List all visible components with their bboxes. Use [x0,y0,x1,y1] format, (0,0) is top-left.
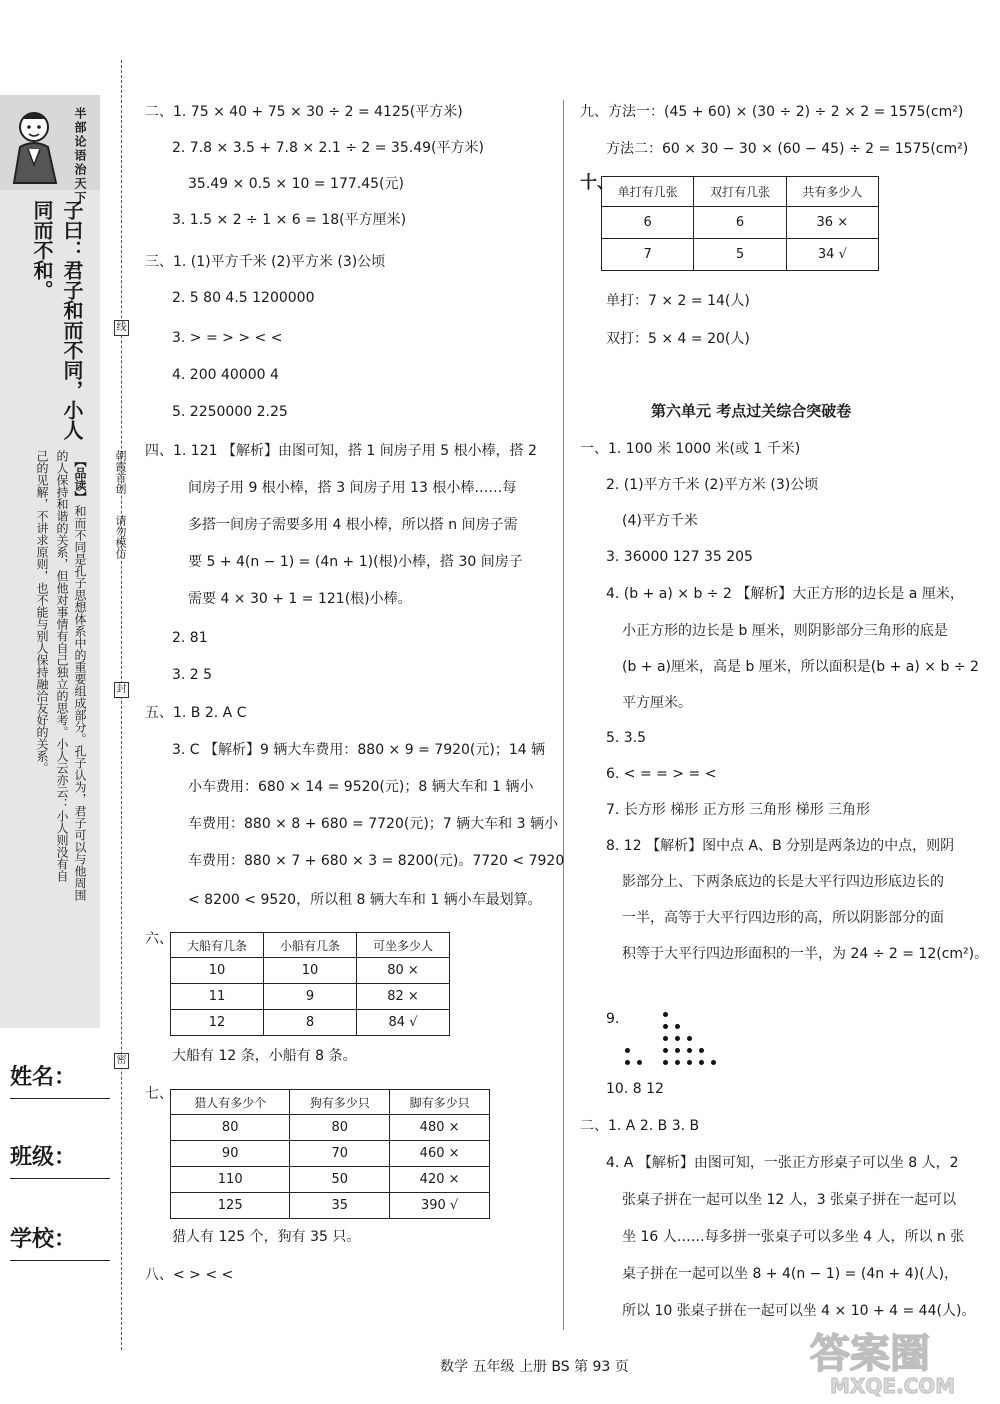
dot [711,1060,716,1065]
s10-header-cell: 单打有几张 [602,177,694,207]
table-cell: 8 [264,1010,357,1036]
s6-answer: 大船有 12 条，小船有 8 条。 [172,1048,357,1064]
dot [637,1060,642,1065]
table-cell: 34 √ [786,239,878,271]
table-cell: 6 [602,207,694,239]
table-row [171,1193,490,1219]
u1-line-12: 8. 12 【解析】图中点 A、B 分别是两条边的中点，则阴 [606,838,955,854]
column-divider [563,100,564,1330]
s7-header-cell: 脚有多少只 [390,1090,490,1115]
u1-line-17: 10. 8 12 [606,1081,664,1097]
s3-line-3: 3. > = > > < < [172,330,283,346]
commentary-col1: 和而不同是孔子思想体系中的重要组成部分。孔子认为，君子可以与他周围 [73,505,87,901]
s5-line-5: 车费用：880 × 7 + 680 × 3 = 8200(元)。7720 < 7920 [188,853,565,869]
motto-col2: 请勿模仿 [114,515,127,559]
table-cell: 80 [171,1115,290,1141]
u1-line-5: 4. (b + a) × b ÷ 2 【解析】大正方形的边长是 a 厘米， [606,586,964,602]
dot [675,1048,680,1053]
school-field-line[interactable] [10,1260,110,1261]
commentary-label: 【品读】 [73,455,87,503]
table-cell: 125 [171,1193,290,1219]
s7-header-cell: 猎人有多少个 [171,1090,290,1115]
s2-line-3: 35.49 × 0.5 × 10 = 177.45(元) [188,176,404,192]
watermark-text: 答案圈 [810,1331,930,1377]
table-cell: 7 [602,239,694,271]
confucius-illustration [4,105,66,185]
s7-table [170,1089,490,1219]
s3-line-4: 4. 200 40000 4 [172,367,279,383]
table-cell: 80 [290,1115,390,1141]
s7-label: 七、 [145,1086,173,1102]
s5-line-3: 小车费用：680 × 14 = 9520(元)；8 辆大车和 1 辆小 [188,779,534,795]
dot [625,1060,630,1065]
s5-line-2: 3. C 【解析】9 辆大车费用：880 × 9 = 7920(元)；14 辆 [172,742,546,758]
s4-line-3: 多搭一间房子需要多用 4 根小棒，所以搭 n 间房子需 [188,517,518,533]
table-row [602,207,879,239]
table-cell: 6 [694,207,786,239]
dot [687,1060,692,1065]
u2-line-3: 张桌子拼在一起可以坐 12 人，3 张桌子拼在一起可以 [622,1192,957,1208]
u1-line-11: 7. 长方形 梯形 正方形 三角形 梯形 三角形 [606,802,871,818]
commentary-col3: 己的见解，不讲求原则，也不能与别人保持融洽友好的关系。 [35,450,49,774]
dot [699,1048,704,1053]
table-cell: 5 [694,239,786,271]
s6-header-cell: 可坐多少人 [357,933,450,958]
unit-title: 第六单元 考点过关综合突破卷 [651,402,852,420]
class-field-line[interactable] [10,1178,110,1179]
dot [687,1048,692,1053]
table-row [171,1141,490,1167]
u2-line-1: 二、1. A 2. B 3. B [580,1118,700,1134]
s5-line-1: 五、1. B 2. A C [145,705,247,721]
u1-line-7: (b + a)厘米，高是 b 厘米，所以面积是(b + a) × b ÷ 2 [622,659,979,675]
s9-line-2: 方法二：60 × 30 − 30 × (60 − 45) ÷ 2 = 1575(cm²) [606,141,969,157]
s10-table [601,176,879,271]
table-cell: 90 [171,1141,290,1167]
s3-line-2: 2. 5 80 4.5 1200000 [172,290,315,306]
table-cell: 9 [264,984,357,1010]
dot [663,1048,668,1053]
table-row [171,958,450,984]
cut-label-line: 线 [114,320,129,336]
quote-text-col2: 同而不和。 [30,200,54,300]
u2-line-2: 4. A 【解析】由图可知，一张正方形桌子可以坐 8 人，2 [606,1155,959,1171]
table-cell: 36 × [786,207,878,239]
table-row [602,239,879,271]
school-field-label: 学校： [10,1227,77,1252]
s5-line-4: 车费用：880 × 8 + 680 = 7720(元)；7 辆大车和 3 辆小 [188,816,558,832]
table-cell: 390 √ [390,1193,490,1219]
s6-header-cell: 小船有几条 [264,933,357,958]
s5-line-6: < 8200 < 9520，所以租 8 辆大车和 1 辆小车最划算。 [188,892,542,908]
s6-table [170,932,450,1036]
cut-label-secret: 密 [114,1053,129,1069]
cut-label-seal: 封 [114,682,129,698]
table-row [171,1167,490,1193]
dot [675,1036,680,1041]
dot [699,1060,704,1065]
table-cell: 11 [171,984,264,1010]
u1-line-10: 6. < = = > = < [606,766,717,782]
s2-line-4: 3. 1.5 × 2 ÷ 1 × 6 = 18(平方厘米) [172,212,407,228]
table-cell: 70 [290,1141,390,1167]
u1-line-2: 2. (1)平方千米 (2)平方米 (3)公顷 [606,477,819,493]
table-cell: 480 × [390,1115,490,1141]
s7-header-cell: 狗有多少只 [290,1090,390,1115]
table-row [171,984,450,1010]
dot [663,1036,668,1041]
table-cell: 35 [290,1193,390,1219]
s4-line-5: 需要 4 × 30 + 1 = 121(根)小棒。 [188,591,412,607]
name-field-line[interactable] [10,1098,110,1099]
dot [625,1048,630,1053]
s10-label: 十、 [580,173,614,193]
s4-line-1: 四、1. 121 【解析】由图可知，搭 1 间房子用 5 根小棒，搭 2 [145,443,537,459]
s3-line-5: 5. 2250000 2.25 [172,404,288,420]
dot [675,1024,680,1029]
s4-line-2: 间房子用 9 根小棒，搭 3 间房子用 13 根小棒……每 [188,480,517,496]
s3-line-1: 三、1. (1)平方千米 (2)平方米 (3)公顷 [145,254,386,270]
table-cell: 10 [171,958,264,984]
u1-line-9: 5. 3.5 [606,730,647,746]
table-cell: 84 √ [357,1010,450,1036]
motto-col1: 朝霞首创 [114,450,127,494]
table-cell: 10 [264,958,357,984]
u1-line-6: 小正方形的边长是 b 厘米，则阴影部分三角形的底是 [622,623,948,639]
s10-answer-1: 单打：7 × 2 = 14(人) [606,293,750,309]
dot [663,1024,668,1029]
watermark [795,1318,995,1400]
s4-line-6: 2. 81 [172,630,208,646]
watermark-url: MXQE.COM [830,1374,956,1398]
u2-line-4: 坐 16 人……每多拼一张桌子可以多坐 4 人，所以 n 张 [622,1229,965,1245]
dot [675,1060,680,1065]
cut-line [121,60,122,1350]
s7-table-header [171,1090,490,1115]
banner-title: 半部论语治天下 [73,107,87,205]
u1-line-13: 影部分上、下两条底边的长是大平行四边形底边长的 [622,874,944,890]
u2-line-5: 桌子拼在一起可以坐 8 + 4(n − 1) = (4n + 4)(人)， [622,1266,959,1282]
s8-line: 八、< > < < [145,1267,234,1283]
u2-line-6: 所以 10 张桌子拼在一起可以坐 4 × 10 + 4 = 44(人)。 [622,1303,976,1319]
table-cell: 50 [290,1167,390,1193]
s6-label: 六、 [145,931,173,947]
table-cell: 80 × [357,958,450,984]
table-cell: 12 [171,1010,264,1036]
s10-header-cell: 双打有几张 [694,177,786,207]
s6-header-cell: 大船有几条 [171,933,264,958]
commentary-col2: 的人保持和谐的关系，但他对事情有自己独立的思考。小人云亦云：小人则没有自 [55,450,69,882]
dot [663,1060,668,1065]
table-cell: 110 [171,1167,290,1193]
dot [687,1036,692,1041]
s10-header-cell: 共有多少人 [786,177,878,207]
s7-answer: 猎人有 125 个，狗有 35 只。 [172,1229,361,1245]
s4-line-7: 3. 2 5 [172,667,213,683]
table-cell: 420 × [390,1167,490,1193]
dot [663,1012,668,1017]
table-cell: 460 × [390,1141,490,1167]
table-row [171,1010,450,1036]
u1-line-14: 一半，高等于大平行四边形的高，所以阴影部分的面 [622,910,944,926]
s9-line-1: 九、方法一：(45 + 60) × (30 ÷ 2) ÷ 2 × 2 = 1575(cm²) [580,104,964,120]
s10-answer-2: 双打：5 × 4 = 20(人) [606,331,750,347]
class-field-label: 班级： [10,1145,77,1170]
u1-line-16: 9. [606,1011,620,1027]
s6-table-header [171,933,450,958]
u1-line-1: 一、1. 100 米 1000 米(或 1 千米) [580,441,801,457]
s2-line-2: 2. 7.8 × 3.5 + 7.8 × 2.1 ÷ 2 = 35.49(平方米) [172,140,484,156]
s10-table-header [602,177,879,207]
s4-line-4: 要 5 + 4(n − 1) = (4n + 1)(根)小棒，搭 30 间房子 [188,554,523,570]
name-field-label: 姓名： [10,1065,77,1090]
page-footer: 数学 五年级 上册 BS 第 93 页 [440,1359,629,1375]
sidebar-banner [0,95,100,205]
table-cell: 82 × [357,984,450,1010]
u1-line-8: 平方厘米。 [622,695,692,711]
s2-line-1: 二、1. 75 × 40 + 75 × 30 ÷ 2 = 4125(平方米) [145,104,463,120]
table-row [171,1115,490,1141]
u1-line-15: 积等于大平行四边形面积的一半，为 24 ÷ 2 = 12(cm²)。 [622,946,989,962]
u1-line-4: 3. 36000 127 35 205 [606,549,753,565]
quote-text-col1: 子曰：君子和而不同，小人 [60,200,84,440]
u1-line-3: (4)平方千米 [622,513,698,529]
